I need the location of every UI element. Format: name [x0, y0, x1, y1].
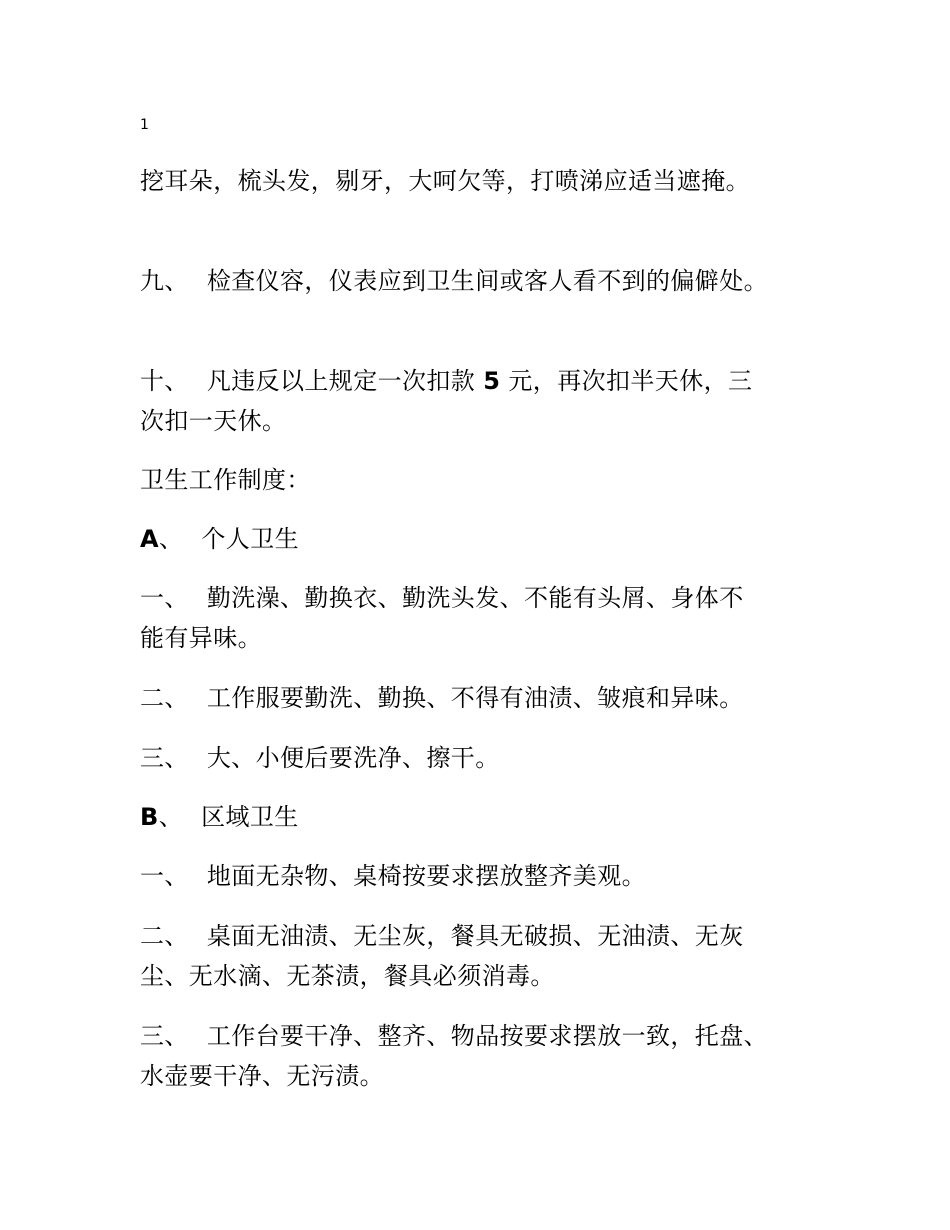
paragraph-text: 工作服要勤洗、勤换、不得有油渍、皱痕和异味。: [206, 684, 744, 712]
section-a-heading: [140, 519, 299, 559]
item-marker: 一、: [140, 862, 189, 890]
section-heading-text: 区域卫生: [201, 803, 299, 831]
paragraph-text: 检查仪容，仪表应到卫生间或客人看不到的偏僻处。: [206, 267, 769, 295]
section-title: [140, 460, 311, 500]
paragraph-item-10: [140, 361, 752, 401]
paragraph-item-b1: [140, 856, 646, 896]
section-heading-text: 个人卫生: [201, 525, 299, 553]
item-marker: 二、: [140, 684, 189, 712]
paragraph-item-a1-continued: [140, 618, 262, 658]
paragraph-item-b2: [140, 916, 744, 956]
section-separator: 、: [158, 803, 184, 831]
paragraph-text: 工作台要干净、整齐、物品按要求摆放一致，托盘、: [206, 1022, 769, 1050]
section-separator: 、: [158, 525, 184, 553]
paragraph-text: 水壶要干净、无污渍。: [140, 1062, 384, 1090]
paragraph-text: 元，再次扣半天休，三: [508, 367, 753, 395]
item-marker: 三、: [140, 1022, 189, 1050]
item-marker: 二、: [140, 922, 189, 950]
paragraph-item-a1: [140, 578, 744, 618]
paragraph-text: 地面无杂物、桌椅按要求摆放整齐美观。: [206, 862, 647, 890]
penalty-amount: 5: [483, 367, 501, 395]
section-b-heading: [140, 797, 299, 837]
page-number: 1: [140, 117, 149, 133]
paragraph-item-a2: [140, 678, 744, 718]
section-marker: B: [140, 803, 159, 831]
paragraph-text: 挖耳朵，梳头发，剔牙，大呵欠等，打喷涕应适当遮掩。: [140, 167, 750, 195]
paragraph-text: 勤洗澡、勤换衣、勤洗头发、不能有头屑、身体不: [206, 584, 744, 612]
item-marker: 一、: [140, 584, 189, 612]
paragraph-item-9: [140, 261, 768, 301]
paragraph-line: [140, 161, 750, 201]
paragraph-text: 大、小便后要洗净、擦干。: [206, 744, 500, 772]
paragraph-item-b3-continued: [140, 1056, 384, 1096]
paragraph-text: 凡违反以上规定一次扣款: [206, 367, 476, 395]
paragraph-item-b3: [140, 1016, 768, 1056]
paragraph-item-a3: [140, 738, 500, 778]
paragraph-item-b2-continued: [140, 956, 555, 996]
paragraph-text: 尘、无水滴、无茶渍，餐具必须消毒。: [140, 962, 555, 990]
paragraph-text: 次扣一天休。: [140, 407, 287, 435]
paragraph-text: 桌面无油渍、无尘灰，餐具无破损、无油渍、无灰: [206, 922, 744, 950]
item-marker: 三、: [140, 744, 189, 772]
item-marker: 九、: [140, 267, 189, 295]
hygiene-title: 卫生工作制度：: [140, 466, 311, 494]
item-marker: 十、: [140, 367, 189, 395]
paragraph-item-10-continued: [140, 401, 286, 441]
section-marker: A: [140, 525, 159, 553]
paragraph-text: 能有异味。: [140, 624, 262, 652]
